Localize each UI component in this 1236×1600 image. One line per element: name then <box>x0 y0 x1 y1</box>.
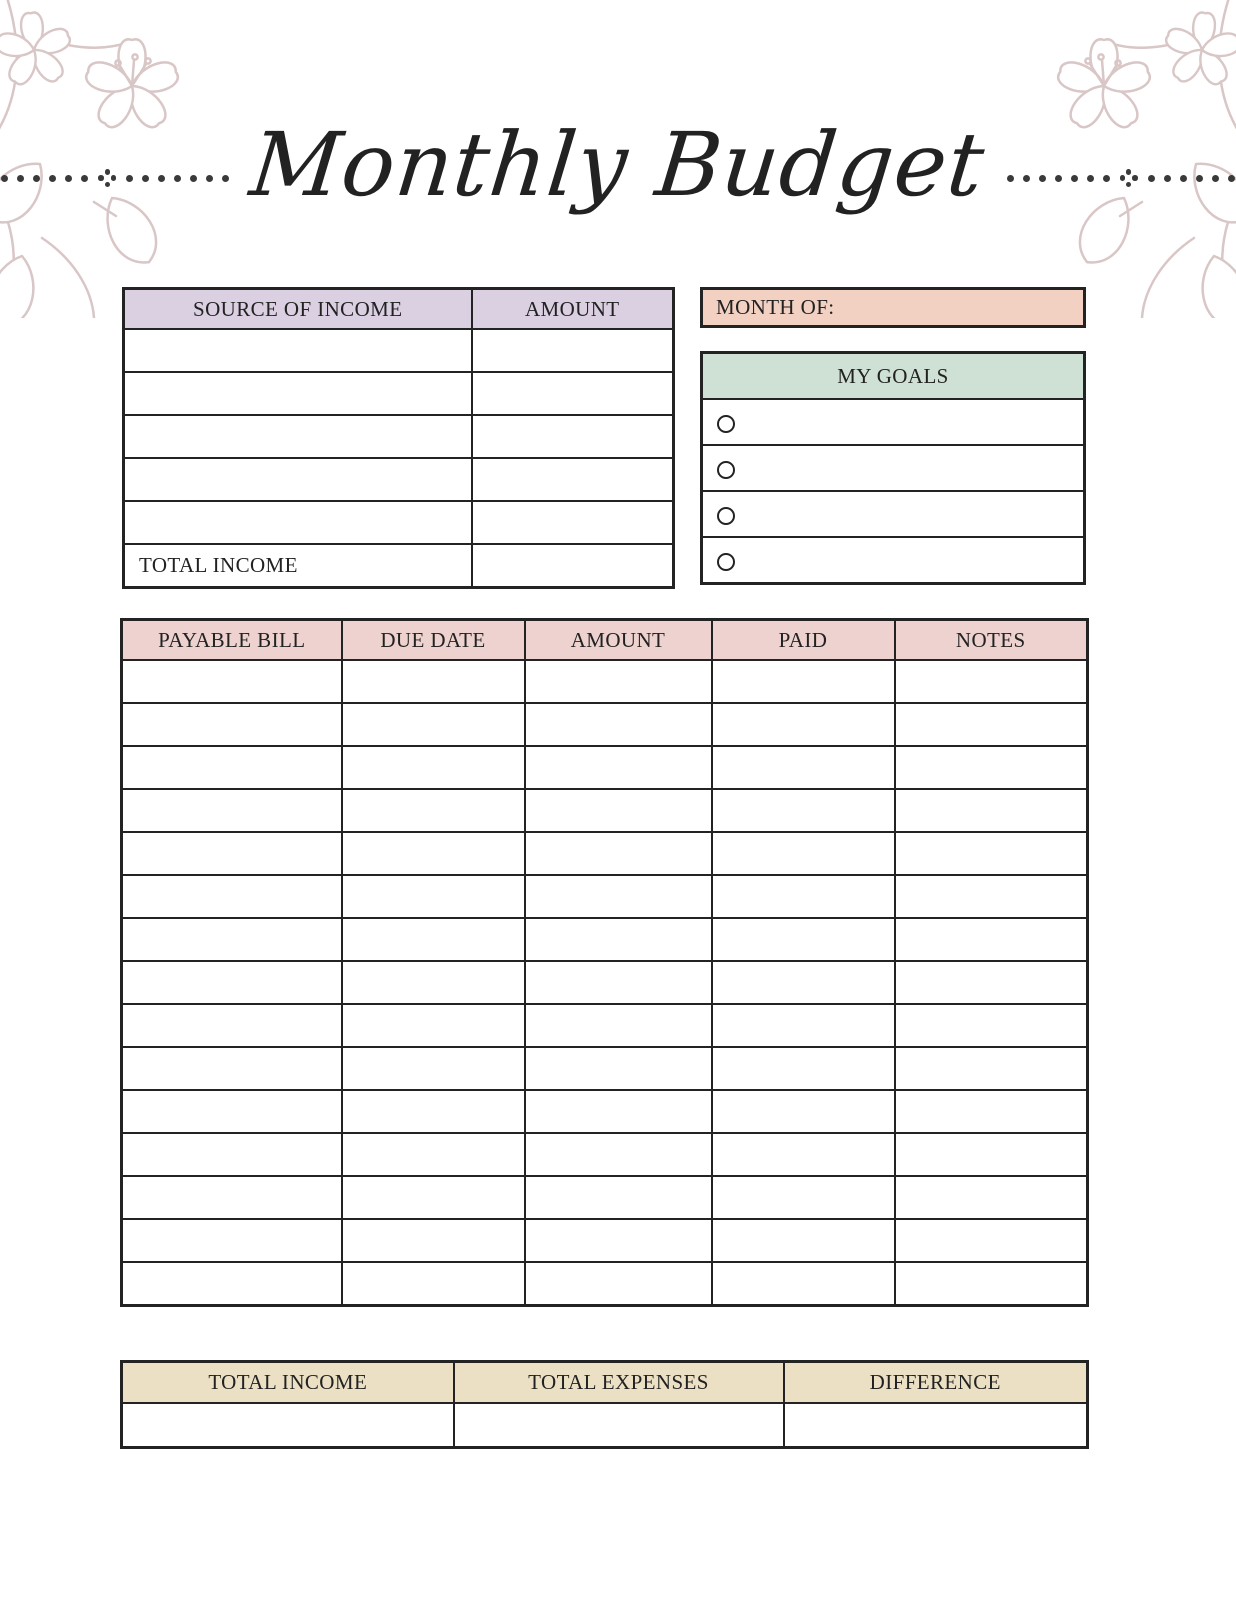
bill-row <box>122 1047 1088 1090</box>
bill-cell[interactable] <box>342 703 525 746</box>
bill-cell[interactable] <box>525 918 712 961</box>
bill-cell[interactable] <box>525 1004 712 1047</box>
diamond-cluster-icon <box>98 169 116 187</box>
goals-table <box>700 351 1086 585</box>
page-title: Monthly Budget <box>246 113 991 216</box>
goal-row <box>702 537 1085 584</box>
goal-circle-icon[interactable] <box>717 415 735 433</box>
bill-cell[interactable] <box>712 703 895 746</box>
summary-table <box>120 1360 1089 1449</box>
bill-cell[interactable] <box>895 1219 1088 1262</box>
bill-cell[interactable] <box>895 1004 1088 1047</box>
bill-cell[interactable] <box>712 875 895 918</box>
bill-cell[interactable] <box>342 832 525 875</box>
bill-cell[interactable] <box>895 1090 1088 1133</box>
bill-cell[interactable] <box>525 961 712 1004</box>
bill-cell[interactable] <box>712 746 895 789</box>
bill-cell[interactable] <box>122 789 342 832</box>
bill-cell[interactable] <box>895 789 1088 832</box>
goals-table-body <box>702 399 1085 584</box>
bill-cell[interactable] <box>122 746 342 789</box>
bill-cell[interactable] <box>895 1262 1088 1306</box>
bill-cell[interactable] <box>122 703 342 746</box>
bill-cell[interactable] <box>712 961 895 1004</box>
bill-cell[interactable] <box>122 832 342 875</box>
bill-cell[interactable] <box>342 746 525 789</box>
goal-circle-icon[interactable] <box>717 553 735 571</box>
total-income-label: TOTAL INCOME <box>124 544 472 588</box>
diamond-cluster-icon <box>1120 169 1138 187</box>
summary-cell[interactable] <box>784 1403 1088 1448</box>
goal-cell[interactable] <box>702 445 1085 491</box>
bill-row <box>122 918 1088 961</box>
bill-cell[interactable] <box>525 1219 712 1262</box>
bill-row <box>122 1262 1088 1306</box>
bill-cell[interactable] <box>712 918 895 961</box>
bill-row <box>122 660 1088 703</box>
bill-row <box>122 961 1088 1004</box>
bill-row <box>122 875 1088 918</box>
income-cell[interactable] <box>472 372 674 415</box>
income-table <box>122 287 675 589</box>
bills-header-paid: PAID <box>712 620 895 661</box>
bill-cell[interactable] <box>122 961 342 1004</box>
summary-table-body <box>122 1403 1088 1448</box>
bill-cell[interactable] <box>342 1176 525 1219</box>
bills-header-notes: NOTES <box>895 620 1088 661</box>
bill-cell[interactable] <box>525 703 712 746</box>
dot-row <box>126 175 229 182</box>
bill-row <box>122 746 1088 789</box>
goals-title: MY GOALS <box>702 353 1085 400</box>
bills-header-payable-bill: PAYABLE BILL <box>122 620 342 661</box>
bill-cell[interactable] <box>525 1090 712 1133</box>
dot-row <box>1148 175 1236 182</box>
bill-cell[interactable] <box>525 832 712 875</box>
bill-cell[interactable] <box>525 746 712 789</box>
bill-cell[interactable] <box>712 832 895 875</box>
income-row <box>124 501 674 544</box>
bill-cell[interactable] <box>342 1047 525 1090</box>
bill-cell[interactable] <box>342 961 525 1004</box>
bill-row <box>122 832 1088 875</box>
total-income-value-cell[interactable] <box>472 544 674 588</box>
bill-cell[interactable] <box>712 660 895 703</box>
title-band <box>0 108 1236 222</box>
income-cell[interactable] <box>124 458 472 501</box>
income-header-amount: AMOUNT <box>472 289 674 330</box>
summary-header-total-expenses: TOTAL EXPENSES <box>454 1362 784 1404</box>
bill-cell[interactable] <box>342 1262 525 1306</box>
bill-cell[interactable] <box>895 1176 1088 1219</box>
bill-cell[interactable] <box>712 789 895 832</box>
bill-row <box>122 789 1088 832</box>
bills-table <box>120 618 1089 1307</box>
dot-row <box>1007 175 1110 182</box>
bill-cell[interactable] <box>895 746 1088 789</box>
bill-row <box>122 703 1088 746</box>
bill-cell[interactable] <box>525 1047 712 1090</box>
bill-cell[interactable] <box>712 1176 895 1219</box>
income-cell[interactable] <box>124 501 472 544</box>
income-cell[interactable] <box>472 415 674 458</box>
goal-circle-icon[interactable] <box>717 461 735 479</box>
goal-cell[interactable] <box>702 399 1085 445</box>
income-row <box>124 372 674 415</box>
goal-cell[interactable] <box>702 491 1085 537</box>
bill-cell[interactable] <box>712 1004 895 1047</box>
bill-cell[interactable] <box>342 1090 525 1133</box>
bill-cell[interactable] <box>895 660 1088 703</box>
bill-cell[interactable] <box>342 1219 525 1262</box>
bill-cell[interactable] <box>525 789 712 832</box>
bill-cell[interactable] <box>895 918 1088 961</box>
bill-cell[interactable] <box>122 1262 342 1306</box>
month-of-field[interactable] <box>700 287 1086 328</box>
bill-cell[interactable] <box>712 1090 895 1133</box>
bill-cell[interactable] <box>122 875 342 918</box>
bill-cell[interactable] <box>122 1047 342 1090</box>
bill-cell[interactable] <box>712 1219 895 1262</box>
bill-row <box>122 1133 1088 1176</box>
bill-cell[interactable] <box>525 1262 712 1306</box>
income-cell[interactable] <box>472 501 674 544</box>
income-cell[interactable] <box>472 458 674 501</box>
dot-ornament-left <box>0 169 229 187</box>
bills-table-body <box>122 660 1088 1306</box>
bill-cell[interactable] <box>895 961 1088 1004</box>
income-cell[interactable] <box>472 329 674 372</box>
goal-row <box>702 445 1085 491</box>
goal-row <box>702 399 1085 445</box>
bill-cell[interactable] <box>342 1133 525 1176</box>
bill-cell[interactable] <box>342 918 525 961</box>
summary-cell[interactable] <box>122 1403 454 1448</box>
summary-row <box>122 1403 1088 1448</box>
bills-header-amount: AMOUNT <box>525 620 712 661</box>
bills-header-due-date: DUE DATE <box>342 620 525 661</box>
income-table-body <box>124 329 674 544</box>
bill-cell[interactable] <box>895 1133 1088 1176</box>
bill-row <box>122 1219 1088 1262</box>
summary-header-total-income: TOTAL INCOME <box>122 1362 454 1404</box>
bill-cell[interactable] <box>122 1090 342 1133</box>
income-row <box>124 415 674 458</box>
dot-ornament-right <box>1007 169 1236 187</box>
income-cell[interactable] <box>124 372 472 415</box>
bill-cell[interactable] <box>122 1176 342 1219</box>
income-cell[interactable] <box>124 415 472 458</box>
bill-cell[interactable] <box>895 875 1088 918</box>
bill-cell[interactable] <box>712 1262 895 1306</box>
bill-row <box>122 1004 1088 1047</box>
goal-circle-icon[interactable] <box>717 507 735 525</box>
bill-cell[interactable] <box>122 1004 342 1047</box>
summary-header-difference: DIFFERENCE <box>784 1362 1088 1404</box>
dot-row <box>0 175 88 182</box>
bill-cell[interactable] <box>712 1047 895 1090</box>
bill-cell[interactable] <box>712 1133 895 1176</box>
bill-cell[interactable] <box>525 875 712 918</box>
bill-cell[interactable] <box>342 1004 525 1047</box>
bill-cell[interactable] <box>122 1133 342 1176</box>
bill-cell[interactable] <box>525 660 712 703</box>
goal-cell[interactable] <box>702 537 1085 584</box>
bill-cell[interactable] <box>895 832 1088 875</box>
month-of-label: MONTH OF: <box>716 295 835 319</box>
bill-cell[interactable] <box>342 789 525 832</box>
summary-cell[interactable] <box>454 1403 784 1448</box>
bill-cell[interactable] <box>895 703 1088 746</box>
income-header-source: SOURCE OF INCOME <box>124 289 472 330</box>
bill-cell[interactable] <box>122 1219 342 1262</box>
goal-row <box>702 491 1085 537</box>
income-row <box>124 329 674 372</box>
bill-cell[interactable] <box>122 660 342 703</box>
bill-cell[interactable] <box>525 1176 712 1219</box>
bill-cell[interactable] <box>342 875 525 918</box>
bill-row <box>122 1176 1088 1219</box>
bill-cell[interactable] <box>342 660 525 703</box>
bill-cell[interactable] <box>895 1047 1088 1090</box>
bill-row <box>122 1090 1088 1133</box>
bill-cell[interactable] <box>122 918 342 961</box>
income-cell[interactable] <box>124 329 472 372</box>
income-row <box>124 458 674 501</box>
bill-cell[interactable] <box>525 1133 712 1176</box>
